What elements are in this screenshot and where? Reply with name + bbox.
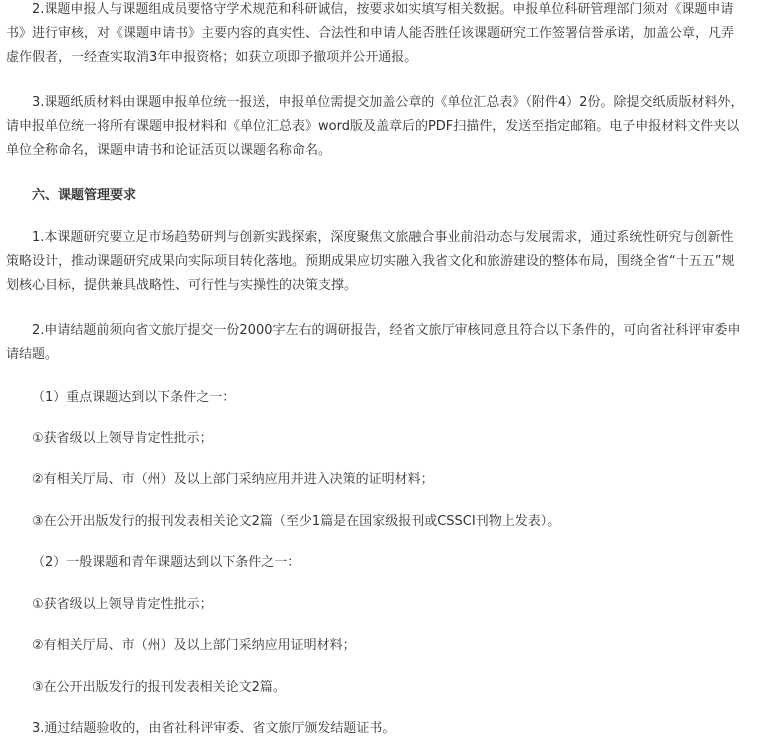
list-item-key-3: ③在公开出版发行的报刊发表相关论文2篇（至少1篇是在国家级报刊或CSSCI刊物上发表）。 [32,514,561,529]
list-item-key-1: ①获省级以上领导肯定性批示； [32,431,213,446]
paragraph-completion-certificate: 3.通过结题验收的，由省社科评审委、省文旅厅颁发结题证书。 [32,721,396,736]
paragraph-completion-application: 2.申请结题前须向省文旅厅提交一份2000字左右的调研报告，经省文旅厅审核同意且符合以下条件的，可向省社科评审委申请结题。 [6,323,741,362]
list-item-general-1: ①获省级以上领导肯定性批示； [32,597,213,612]
list-item-general-2: ②有相关厅局、市（州）及以上部门采纳应用证明材料； [32,638,356,653]
section-heading-management: 六、课题管理要求 [32,188,137,203]
list-item-general-3: ③在公开出版发行的报刊发表相关论文2篇。 [32,680,286,695]
paragraph-submission-materials: 3.课题纸质材料由课题申报单位统一报送，申报单位需提交加盖公章的《单位汇总表》（附件4）2份。除提交纸质版材料外，请申报单位统一将所有课题申报材料和《单位汇总表》word版及盖章后的PDF扫描件，发送至指定邮箱。电子申报材料文件夹以单位全称命名，课题申请书和论证活页以课题名称命名。 [6,95,744,158]
paragraph-applicant-integrity: 2.课题申报人与课题组成员要恪守学术规范和科研诚信，按要求如实填写相关数据。申报单位科研管理部门须对《课题申请书》进行审核，对《课题申请书》主要内容的真实性、合法性和申请人能否胜任该课题研究工作签署信誉承诺，加盖公章，凡弄虚作假者，一经查实取消3年申报资格；如获立项即予撤项并公开通报。 [6,2,735,65]
subheading-general-projects: （2）一般课题和青年课题达到以下条件之一： [32,555,301,570]
subheading-key-projects: （1）重点课题达到以下条件之一： [32,390,236,405]
list-item-key-2: ②有相关厅局、市（州）及以上部门采纳应用并进入决策的证明材料； [32,472,434,487]
paragraph-research-requirements: 1.本课题研究要立足市场趋势研判与创新实践探索，深度聚焦文旅融合事业前沿动态与发展需求，通过系统性研究与创新性策略设计，推动课题研究成果向实际项目转化落地。预期成果应切实融入我省文化和旅游建设的整体布局，围绕全省“十五五”规划核心目标，提供兼具战略性、可行性与实操性的决策支撑。 [6,230,735,293]
